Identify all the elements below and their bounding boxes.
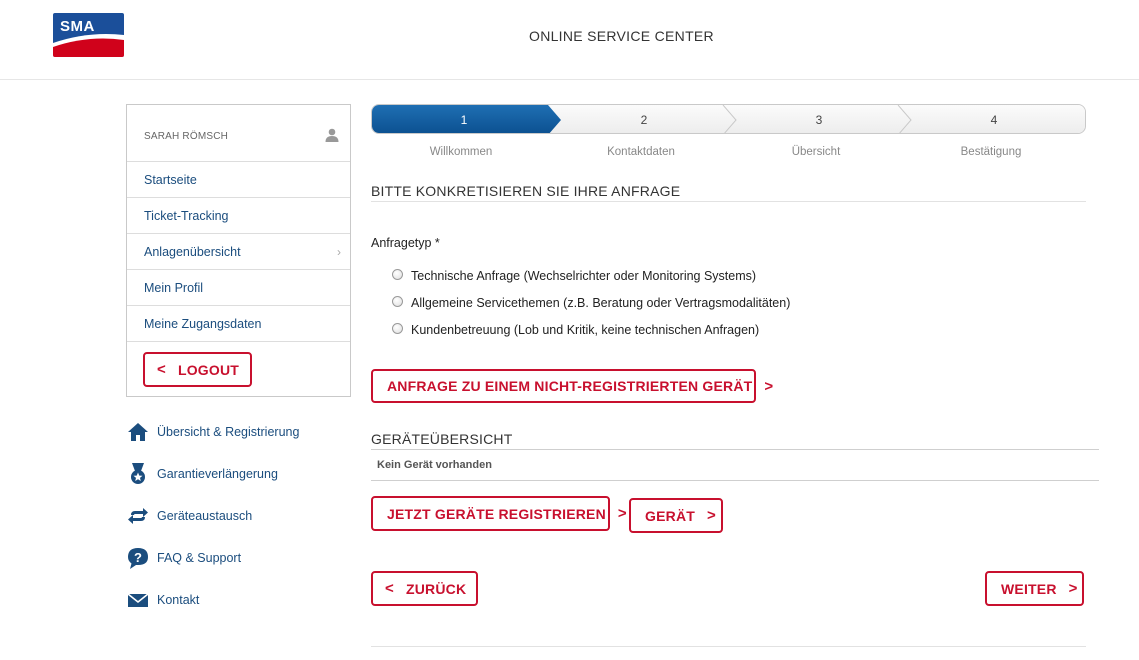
sidebar-item-startseite[interactable] [127, 162, 350, 198]
link-label: Geräteaustausch [157, 509, 253, 523]
link-faq-support[interactable] [126, 546, 241, 570]
link-label: Garantieverlängerung [157, 467, 278, 481]
step-2-label: Kontaktdaten [607, 146, 675, 158]
next-button[interactable] [985, 571, 1084, 606]
footer-divider [371, 646, 1086, 647]
link-uebersicht-registrierung[interactable] [126, 420, 299, 444]
progress-stepper [371, 104, 1086, 134]
devices-title: GERÄTEÜBERSICHT [371, 431, 513, 447]
user-panel [127, 105, 350, 162]
step-2-number: 2 [640, 113, 648, 127]
step-1-number: 1 [460, 113, 468, 127]
sidebar-item-anlagenuebersicht[interactable] [127, 234, 350, 270]
back-button[interactable] [371, 571, 478, 606]
chevron-right-icon: › [337, 245, 341, 259]
link-kontakt[interactable] [126, 588, 199, 612]
link-garantieverlaengerung[interactable] [126, 462, 278, 486]
no-device-text: Kein Gerät vorhanden [377, 459, 492, 471]
chevron-right-icon: > [707, 507, 716, 524]
sidebar-item-zugangsdaten[interactable] [127, 306, 350, 342]
button-label: GERÄT [645, 507, 695, 524]
step-3-label: Übersicht [791, 146, 841, 158]
device-button[interactable] [629, 498, 723, 533]
home-icon [126, 420, 150, 444]
button-label: ZURÜCK [405, 580, 467, 597]
chevron-right-icon: > [1068, 580, 1078, 597]
chevron-left-icon: < [157, 361, 166, 378]
svg-text:?: ? [134, 550, 142, 565]
medal-icon [126, 462, 150, 486]
user-name: SARAH RÖMSCH [144, 131, 229, 142]
chevron-right-icon: > [764, 377, 774, 395]
link-geraeteaustausch[interactable] [126, 504, 252, 528]
sidebar-item-ticket-tracking[interactable] [127, 198, 350, 234]
page-header [0, 0, 1139, 80]
chevron-left-icon: < [385, 580, 394, 597]
link-label: Übersicht & Registrierung [157, 425, 300, 439]
radio-label: Allgemeine Servicethemen (z.B. Beratung oder Vertragsmodalitäten) [411, 296, 791, 310]
button-label: WEITER [1001, 580, 1057, 597]
radio-button[interactable] [392, 323, 403, 334]
link-label: Kontakt [157, 593, 200, 607]
button-label: JETZT GERÄTE REGISTRIEREN [387, 505, 606, 522]
radio-allgemeine-servicethemen[interactable] [392, 295, 790, 311]
divider [371, 480, 1099, 481]
envelope-icon [126, 588, 150, 612]
step-1-label: Willkommen [429, 146, 493, 158]
radio-button[interactable] [392, 296, 403, 307]
sidebar-item-label: Startseite [144, 173, 197, 187]
sidebar-item-label: Meine Zugangsdaten [144, 317, 262, 331]
sidebar-item-label: Ticket-Tracking [144, 209, 229, 223]
question-bubble-icon [126, 546, 150, 570]
logout-button[interactable] [143, 352, 252, 387]
radio-kundenbetreuung[interactable] [392, 322, 759, 338]
chevron-right-icon: > [617, 505, 627, 522]
link-label: FAQ & Support [157, 551, 242, 565]
button-label: ANFRAGE ZU EINEM NICHT-REGISTRIERTEN GERÄT [387, 378, 753, 394]
unregistered-device-request-button[interactable] [371, 369, 774, 403]
sidebar-item-mein-profil[interactable] [127, 270, 350, 306]
sidebar-item-label: Mein Profil [144, 281, 204, 295]
radio-button[interactable] [392, 269, 403, 280]
step-4-label: Bestätigung [960, 146, 1022, 158]
sidebar-item-label: Anlagenübersicht [144, 245, 241, 259]
step-3-number: 3 [815, 113, 823, 127]
radio-technische-anfrage[interactable] [392, 268, 756, 284]
radio-label: Technische Anfrage (Wechselrichter oder Monitoring Systems) [411, 269, 757, 283]
logout-label: LOGOUT [177, 361, 240, 378]
step-4-number: 4 [990, 113, 998, 127]
page-title: ONLINE SERVICE CENTER [529, 28, 714, 44]
section-title: BITTE KONKRETISIEREN SIE IHRE ANFRAGE [371, 183, 681, 199]
request-type-label: Anfragetyp * [371, 236, 440, 250]
radio-label: Kundenbetreuung (Lob und Kritik, keine technischen Anfragen) [411, 323, 760, 337]
register-devices-button[interactable] [371, 496, 627, 531]
logout-area [127, 342, 350, 397]
logo-text: SMA [60, 18, 95, 35]
exchange-icon [126, 504, 150, 528]
divider [371, 449, 1099, 450]
user-icon[interactable] [325, 128, 339, 147]
sidebar-nav [126, 104, 351, 397]
divider [371, 201, 1086, 202]
